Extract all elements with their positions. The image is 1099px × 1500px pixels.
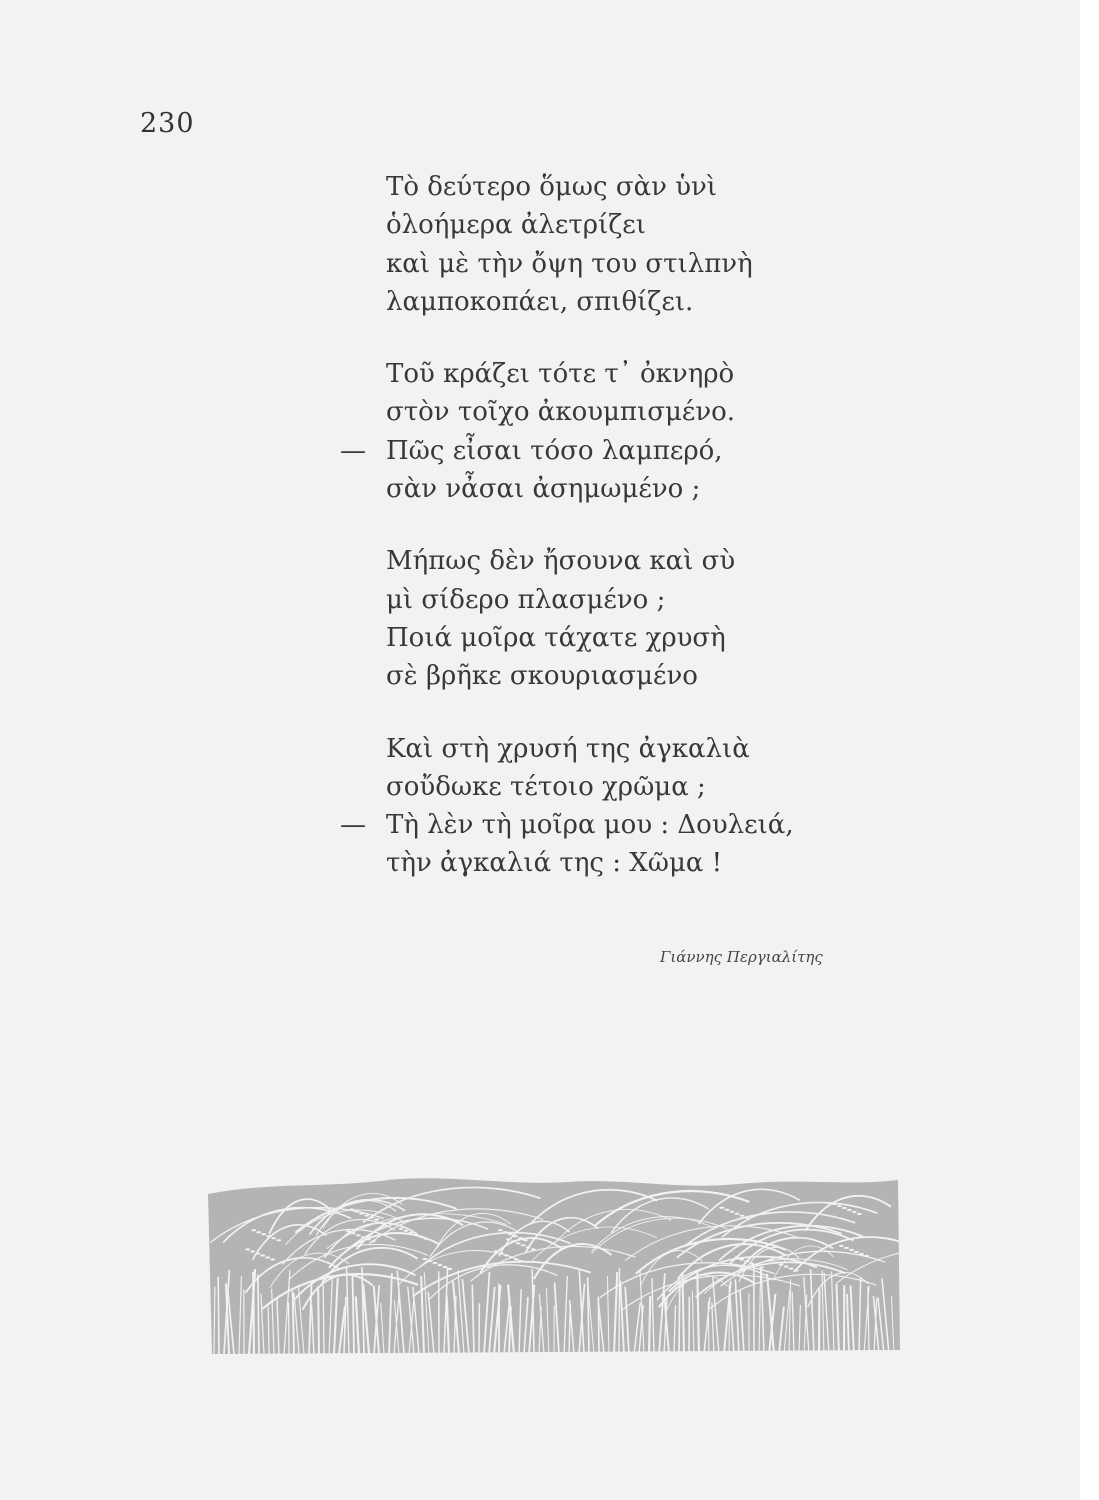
poem-line xyxy=(340,168,900,206)
poem-line xyxy=(340,657,900,695)
poem-line xyxy=(340,432,900,470)
page-number: 230 xyxy=(140,108,195,139)
poem-line-text: Καὶ στὴ χρυσή της ἀγκαλιὰ xyxy=(386,733,750,764)
poem-line-text: Τὸ δεύτερο ὅμως σὰν ὑνὶ xyxy=(386,172,718,202)
poem-line-text: τὴν ἀγκαλιά της : Χῶμα ! xyxy=(386,848,723,879)
poem-line xyxy=(340,283,900,321)
poem-line xyxy=(340,581,900,619)
author-signature: Γιάννης Περγιαλίτης xyxy=(660,948,823,966)
poem-line-text: σοὔδωκε τέτοιο χρῶμα ; xyxy=(386,771,706,802)
poem-line xyxy=(340,470,900,508)
poem-line xyxy=(340,768,900,806)
poem xyxy=(340,168,900,917)
poem-line xyxy=(340,619,900,657)
poem-line xyxy=(340,355,900,393)
stanza xyxy=(340,542,900,695)
poem-line xyxy=(340,542,900,580)
poem-line-text: καὶ μὲ τὴν ὄψη του στιλπνὴ xyxy=(386,248,753,279)
poem-line-text: Τὴ λὲν τὴ μοῖρα μου : Δουλειά, xyxy=(386,810,794,841)
poem-line xyxy=(340,206,900,244)
stanza xyxy=(340,730,900,883)
poem-line-text: Ποιά μοῖρα τάχατε χρυσὴ xyxy=(386,622,726,653)
poem-line xyxy=(340,806,900,844)
poem-line-text: Μήπως δὲν ἤσουνα καὶ σὺ xyxy=(386,546,736,577)
wheat-field-woodcut-icon xyxy=(208,1172,908,1362)
poem-line-text: σὲ βρῆκε σκουριασμένο xyxy=(386,661,698,692)
poem-line-text: ὁλοήμερα ἀλετρίζει xyxy=(386,210,646,241)
poem-line-text: Πῶς εἶσαι τόσο λαμπερό, xyxy=(386,435,723,466)
poem-line xyxy=(340,730,900,768)
page-edge xyxy=(1080,0,1099,1500)
poem-line xyxy=(340,393,900,431)
stanza xyxy=(340,168,900,321)
poem-line xyxy=(340,245,900,283)
poem-line xyxy=(340,844,900,882)
dialogue-dash: — xyxy=(340,810,366,841)
poem-line-text: Τοῦ κράζει τότε τ᾽ ὀκνηρὸ xyxy=(386,359,735,390)
dialogue-dash: — xyxy=(340,435,366,466)
stanza xyxy=(340,355,900,508)
poem-line-text: λαμποκοπάει, σπιθίζει. xyxy=(386,286,694,317)
poem-line-text: στὸν τοῖχο ἀκουμπισμένο. xyxy=(386,397,736,428)
poem-line-text: μὶ σίδερο πλασμένο ; xyxy=(386,584,666,615)
poem-line-text: σὰν νἆσαι ἀσημωμένο ; xyxy=(386,474,701,505)
